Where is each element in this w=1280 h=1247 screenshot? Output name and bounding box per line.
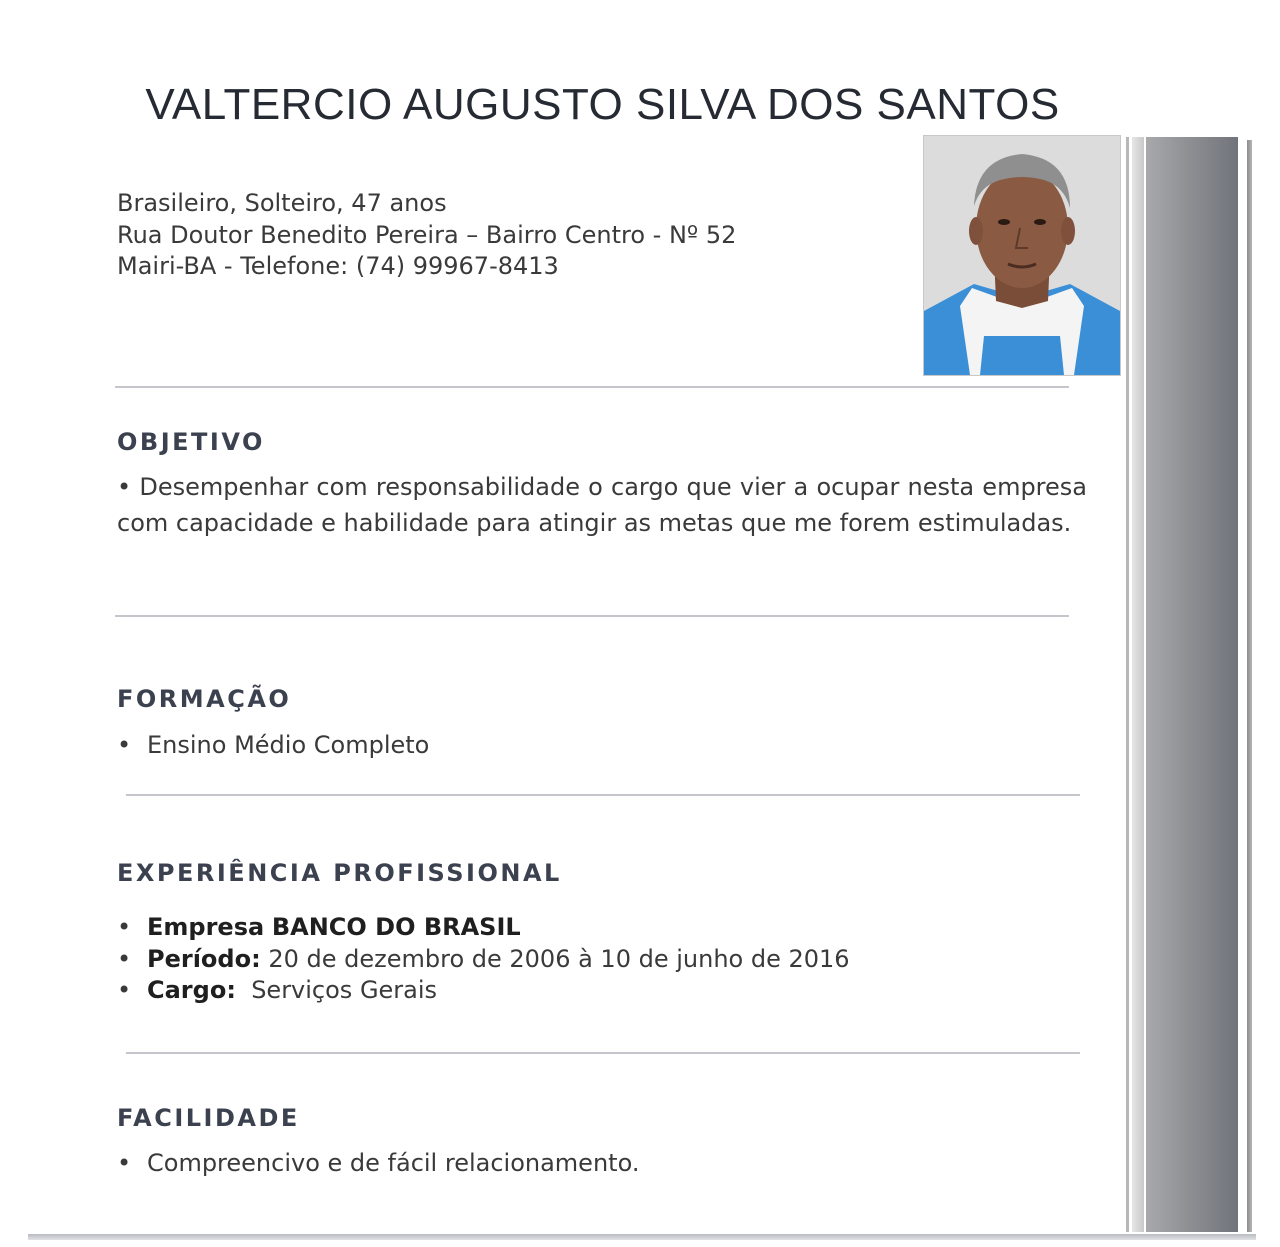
list-item: • Compreencivo e de fácil relacionamento. (117, 1149, 639, 1177)
decorative-bar-main (1146, 137, 1238, 1232)
candidate-name: VALTERCIO AUGUSTO SILVA DOS SANTOS (145, 80, 1060, 129)
list-item-company (117, 912, 850, 944)
decorative-bar-thin (1126, 137, 1129, 1232)
company-label: Empresa (147, 913, 265, 941)
section-title-facilidade: FACILIDADE (117, 1104, 300, 1132)
decorative-bar-edge (1247, 140, 1252, 1232)
decorative-bar-light (1132, 137, 1144, 1232)
portrait-photo (923, 135, 1121, 376)
divider (126, 1052, 1080, 1054)
divider (126, 794, 1080, 796)
contact-info (117, 188, 736, 283)
list-item-period (117, 944, 850, 976)
list-item-role (117, 975, 850, 1007)
period-label: Período: (147, 944, 261, 973)
city-phone-line: Mairi-BA - Telefone: (74) 99967-8413 (117, 252, 559, 280)
formacao-list (117, 731, 429, 759)
role-value: Serviços Gerais (251, 976, 438, 1004)
divider (115, 386, 1069, 388)
section-title-experiencia: EXPERIÊNCIA PROFISSIONAL (117, 859, 562, 887)
personal-info-line: Brasileiro, Solteiro, 47 anos (117, 189, 447, 217)
experiencia-list (117, 912, 850, 1007)
address-line: Rua Doutor Benedito Pereira – Bairro Centro - Nº 52 (117, 220, 737, 249)
portrait-illustration (924, 136, 1120, 375)
list-item: • Ensino Médio Completo (117, 731, 429, 759)
section-title-formacao: FORMAÇÃO (117, 685, 292, 713)
facilidade-list (117, 1149, 639, 1177)
section-title-objetivo: OBJETIVO (117, 428, 265, 456)
period-value: 20 de dezembro de 2006 à 10 de junho de 2016 (268, 944, 850, 973)
company-value: BANCO DO BRASIL (271, 913, 521, 941)
role-label: Cargo: (147, 976, 236, 1004)
divider (115, 615, 1069, 617)
objetivo-text: • Desempenhar com responsabilidade o cargo que vier a ocupar nesta empresa com capacidade e habilidade para atingir as metas que me forem estimuladas. (117, 473, 1087, 537)
bottom-border (28, 1234, 1256, 1240)
